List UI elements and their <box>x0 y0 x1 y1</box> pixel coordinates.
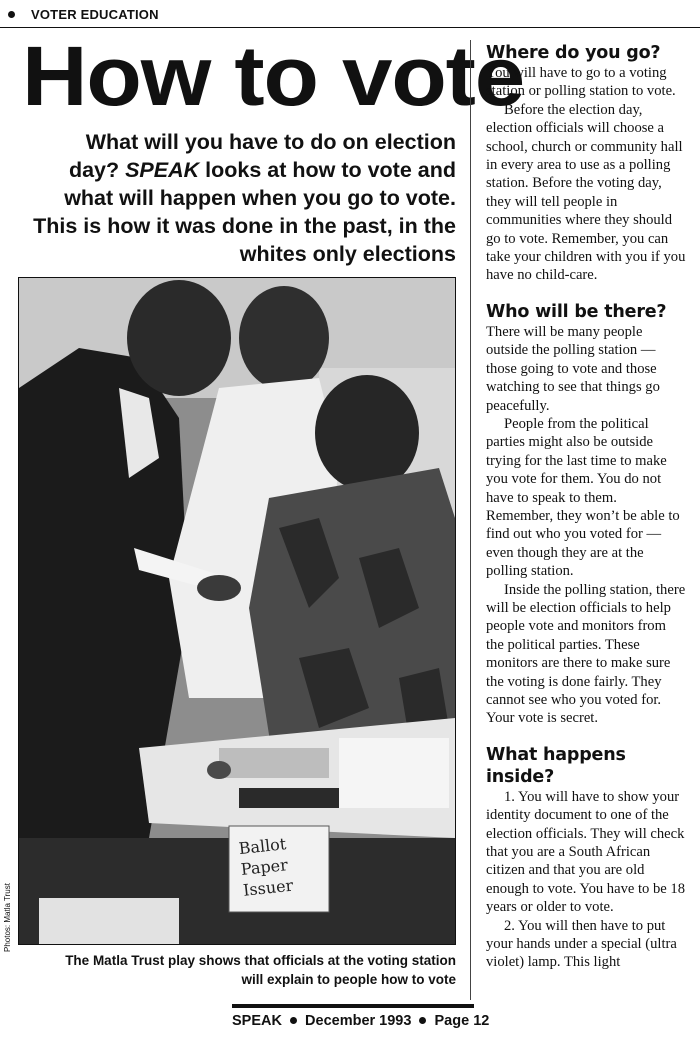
where-para-1: You will have to go to a voting station or polling station to vote. <box>486 65 676 100</box>
sign-line3: Issuer <box>242 875 295 900</box>
heading-who: Who will be there? <box>486 301 667 322</box>
who-para-1: There will be many people outside the polling station — those going to vote and those watching to see that things go peacefully. <box>486 323 660 414</box>
sign-line1: Ballot <box>237 834 288 859</box>
intro-text <box>32 128 456 268</box>
article-photo <box>18 277 456 945</box>
footer-bullet-icon <box>419 1017 426 1024</box>
header-rule <box>0 27 700 28</box>
photo-illustration <box>19 278 455 944</box>
intro-brand: SPEAK <box>125 158 200 182</box>
photo-caption: The Matla Trust play shows that officials at the voting station will explain to people how to vote <box>65 953 456 987</box>
inside-para-2: 2. You will then have to put your hands under a special (ultra violet) lamp. This light <box>486 917 677 971</box>
who-para-3: Inside the polling station, there will be election officials to help people vote and monitors from the political parties. These monitors are there to make sure the voting is done fairly. They cannot see who you voted for. Your vote is secret. <box>486 581 686 727</box>
footer-bullet-icon <box>290 1017 297 1024</box>
column-divider <box>470 40 471 1000</box>
inside-para-1: 1. You will have to show your identity document to one of the election officials. They will check that you are a South African citizen and that you are old enough to vote. You have to be 18 years or older to vote. <box>486 788 686 916</box>
heading-inside: What happens inside? <box>486 744 626 787</box>
photo-credit: Photos: Matla Trust <box>3 883 12 952</box>
where-para-2: Before the election day, election officials will choose a school, church or community hall in every area to use as a polling station. Before the voting day, they will tell people in communities where they should go to vote. Remember, you can take your children with you if you have no child-care. <box>486 101 686 284</box>
page-footer <box>232 1013 489 1029</box>
page-title: How to vote <box>22 29 525 123</box>
section-tag <box>8 7 159 22</box>
footer-date: December 1993 <box>305 1013 412 1029</box>
intro-part2: looks at how to vote and what will happen when you go to vote. This is how it was done in the past, in the whites only elections <box>33 158 456 266</box>
footer-rule <box>232 1004 474 1008</box>
who-para-2: People from the political parties might also be outside trying for the last time to make you vote for them. You do not have to speak to them. Remember, they won’t be able to find out who you voted for — even though they are at the polling station. <box>486 415 680 580</box>
sign-line2: Paper <box>239 855 289 879</box>
intro-part1: What will you have to do on election day? <box>68 130 456 182</box>
footer-page: Page 12 <box>434 1013 490 1029</box>
heading-where: Where do you go? <box>486 43 661 63</box>
bullet-icon <box>8 11 15 18</box>
right-column <box>486 42 686 972</box>
section-label: VOTER EDUCATION <box>31 7 159 22</box>
footer-magazine: SPEAK <box>232 1013 282 1029</box>
